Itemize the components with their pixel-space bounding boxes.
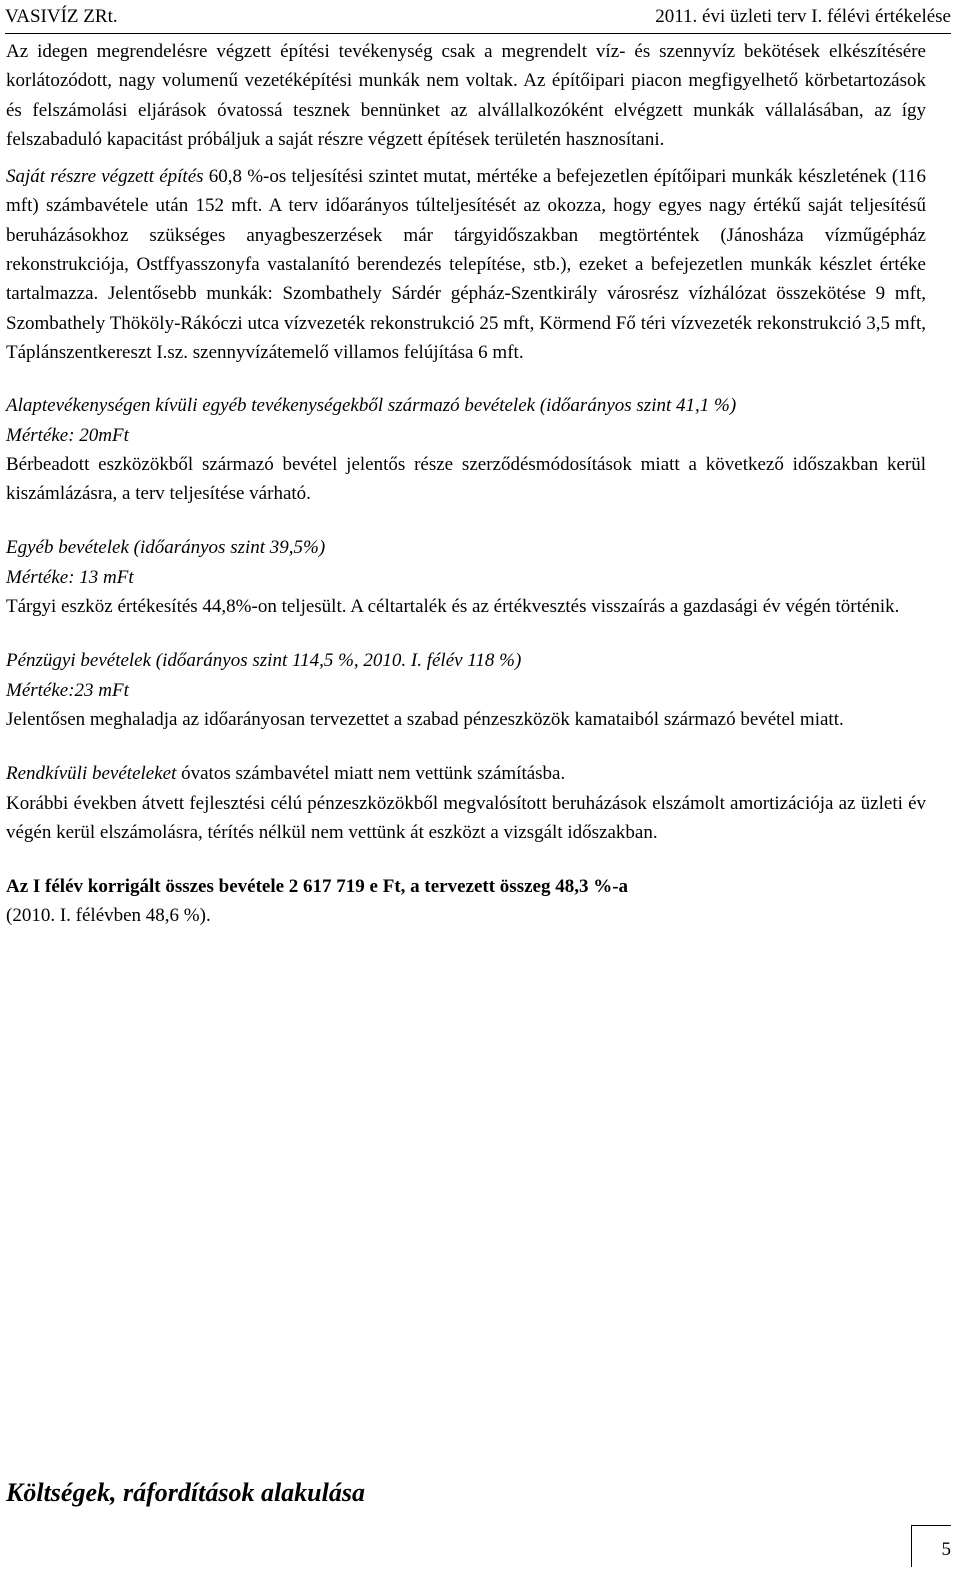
- own-construction-label: Saját részre végzett építés: [6, 166, 204, 188]
- document-body: [6, 37, 926, 931]
- extraordinary-label: Rendkívüli bevételeket: [6, 763, 177, 785]
- other-activity-amount: Mértéke: 20mFt: [6, 424, 129, 446]
- summary-paragraph: [6, 872, 926, 931]
- depreciation-paragraph: Korábbi években átvett fejlesztési célú pénzeszközökből megvalósított beruházások elszámolt amortizációja az üzleti év végén kerül elszámolásra, térítés nélkül nem vettünk át eszközt a vizsgált időszakban.: [6, 792, 926, 843]
- extraordinary-paragraph: [6, 759, 926, 788]
- own-construction-paragraph: [6, 162, 926, 367]
- intro-paragraph: Az idegen megrendelésre végzett építési tevékenység csak a megrendelt víz- és szennyvíz bekötések elkészítésére korlátozódott, nagy volumenű vezetéképítési munkák nem voltak. Az építőipari piacon megfigyelhető körbetartozások és felszámolási eljárások óvatossá tesznek bennünket az alvállalkozóként elvégzett munkák vállalásában, az így felszabaduló kapacitást próbáljuk a saját részre végzett építések területén hasznosítani.: [6, 41, 926, 150]
- own-construction-text: 60,8 %-os teljesítési szintet mutat, mértéke a befejezetlen építőipari munkák készletének (116 mft) számbavétele után 152 mft. A terv időarányos túlteljesítését az okozza, hogy egyes nagy értékű saját teljesítésű beruházásokhoz szükséges anyagbeszerzések már tárgyidőszakban megtörténtek (Jánosháza vízműgépház rekonstrukciója, Ostffyasszonyfa vastalanító berendezés telepítése, stb.), ezeket a befejezetlen munkák készlet értéke tartalmazza. Jelentősebb munkák: Szombathely Sárdér gépház-Szentkirály városrész vízhálózat összekötése 9 mft, Szombathely Thököly-Rákóczi utca vízvezeték rekonstrukció 25 mft, Körmend Fő téri vízvezeték rekonstrukció 3,5 mft, Táplánszentkereszt I.sz. szennyvízátemelő villamos felújítása 6 mft.: [6, 166, 926, 363]
- other-activity-text: Bérbeadott eszközökből származó bevétel jelentős része szerződésmódosítások miatt a következő időszakban kerül kiszámlázásra, a terv teljesítése várható.: [6, 453, 926, 505]
- other-income-title: Egyéb bevételek (időarányos szint 39,5%): [6, 537, 326, 559]
- financial-income-amount: Mértéke:23 mFt: [6, 679, 129, 701]
- other-activity-title: Alaptevékenységen kívüli egyéb tevékenységekből származó bevételek (időarányos szint 41,1 %): [6, 395, 737, 417]
- summary-normal: (2010. I. félévben 48,6 %).: [6, 905, 211, 927]
- summary-bold: Az I félév korrigált összes bevétele 2 617 719 e Ft, a tervezett összeg 48,3 %-a: [6, 876, 629, 898]
- page-number: 5: [911, 1525, 951, 1567]
- company-name: VASIVÍZ ZRt.: [5, 6, 118, 27]
- report-title: 2011. évi üzleti terv I. félévi értékelése: [655, 6, 951, 27]
- financial-income-title: Pénzügyi bevételek (időarányos szint 114,5 %, 2010. I. félév 118 %): [6, 650, 522, 672]
- other-income-text: Tárgyi eszköz értékesítés 44,8%-on teljesült. A céltartalék és az értékvesztés visszaírás a gazdasági év végén történik.: [6, 596, 900, 618]
- financial-income-text: Jelentősen meghaladja az időarányosan tervezettet a szabad pénzeszközök kamataiból származó bevétel miatt.: [6, 708, 844, 730]
- page-header: [5, 3, 951, 34]
- extraordinary-text: óvatos számbavétel miatt nem vettünk számításba.: [176, 763, 566, 785]
- section-heading: Költségek, ráfordítások alakulása: [6, 1478, 365, 1507]
- other-income-amount: Mértéke: 13 mFt: [6, 566, 134, 588]
